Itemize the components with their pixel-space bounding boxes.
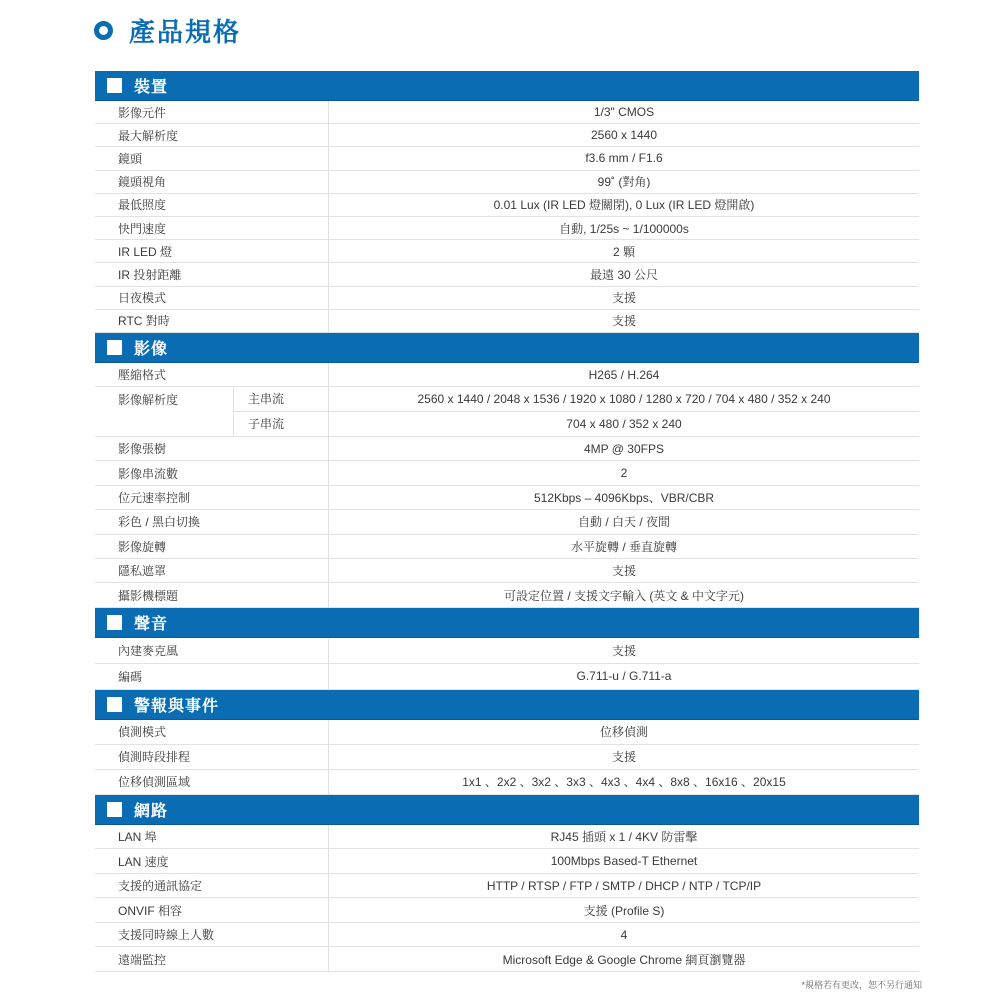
spec-value: 水平旋轉 / 垂直旋轉: [328, 535, 919, 558]
spec-label: 快門速度: [118, 221, 167, 236]
spec-value: 2: [328, 461, 919, 484]
square-bullet-icon: [107, 78, 122, 93]
table-row: [95, 263, 919, 286]
section-title: 警報與事件: [134, 697, 220, 715]
spec-value: f3.6 mm / F1.6: [328, 147, 919, 169]
table-row: [95, 310, 919, 333]
square-bullet-icon: [107, 802, 122, 817]
table-row: [95, 240, 919, 263]
spec-value: 支援: [328, 287, 919, 309]
page-title-row: [94, 10, 241, 50]
spec-value: 4MP @ 30FPS: [328, 437, 919, 460]
page-title: 產品規格: [129, 16, 242, 47]
table-row: [95, 638, 919, 664]
spec-value: 99˚ (對角): [328, 171, 919, 193]
spec-value: G.711-u / G.711-a: [328, 664, 919, 689]
spec-value: 4: [328, 923, 919, 947]
spec-label: 影像元件: [118, 105, 167, 120]
spec-label: 隱私遮罩: [118, 564, 167, 579]
spec-value: Microsoft Edge & Google Chrome 網頁瀏覽器: [328, 947, 919, 971]
table-row: [233, 412, 919, 436]
spec-value: 2560 x 1440: [328, 124, 919, 146]
section-header-device: [95, 71, 919, 101]
spec-label: 支援的通訊協定: [118, 879, 203, 894]
circle-bullet-icon: [94, 21, 113, 40]
table-row: [95, 461, 919, 485]
spec-label: 日夜模式: [118, 291, 167, 306]
table-row: [95, 171, 919, 194]
spec-label: RTC 對時: [118, 314, 170, 329]
section-header-audio: [95, 608, 919, 638]
spec-label: 影像張樹: [118, 442, 167, 457]
spec-value: 512Kbps – 4096Kbps、VBR/CBR: [328, 486, 919, 509]
spec-value: 1/3" CMOS: [328, 101, 919, 123]
spec-value: 支援: [328, 638, 919, 663]
spec-label: 影像串流數: [118, 466, 179, 481]
table-row: [95, 437, 919, 461]
spec-label: LAN 速度: [118, 854, 169, 869]
spec-value: 1x1 、2x2 、3x2 、3x3 、4x3 、4x4 、8x8 、16x16 、20x15: [328, 770, 919, 794]
spec-value: H265 / H.264: [328, 363, 919, 386]
spec-value: 2560 x 1440 / 2048 x 1536 / 1920 x 1080 / 1280 x 720 / 704 x 480 / 352 x 240: [328, 387, 919, 410]
spec-label: 攝影機標題: [118, 588, 179, 603]
table-row: [95, 849, 919, 874]
spec-label: 壓縮格式: [118, 368, 167, 383]
spec-label: 偵測模式: [118, 725, 167, 740]
spec-sublabel: 子串流: [233, 412, 328, 436]
table-row: [95, 720, 919, 745]
spec-value: 最遠 30 公尺: [328, 263, 919, 285]
spec-value: 0.01 Lux (IR LED 燈關閉), 0 Lux (IR LED 燈開啟): [328, 194, 919, 216]
section-title: 聲音: [134, 615, 169, 633]
spec-label: 內建麥克風: [118, 643, 179, 658]
spec-label: IR 投射距離: [118, 267, 182, 282]
spec-table: [95, 71, 919, 972]
table-row: [95, 287, 919, 310]
table-row: [95, 535, 919, 559]
section-header-video: [95, 333, 919, 363]
spec-label: 最大解析度: [118, 128, 179, 143]
section-header-alarm: [95, 690, 919, 720]
spec-label: 偵測時段排程: [118, 750, 191, 765]
square-bullet-icon: [107, 615, 122, 630]
spec-label: 鏡頭視角: [118, 175, 167, 190]
spec-label: 遠端監控: [118, 952, 167, 967]
spec-label: 彩色 / 黑白切換: [118, 515, 201, 530]
spec-value: 自動 / 白天 / 夜間: [328, 510, 919, 533]
table-row: [95, 583, 919, 607]
square-bullet-icon: [107, 340, 122, 355]
spec-sublabel: 主串流: [233, 387, 328, 410]
table-row: [95, 947, 919, 972]
table-row: [95, 898, 919, 923]
spec-label: 鏡頭: [118, 151, 143, 166]
spec-label: 支援同時線上人數: [118, 928, 215, 943]
spec-value: 2 顆: [328, 240, 919, 262]
table-row: [95, 486, 919, 510]
spec-value: 704 x 480 / 352 x 240: [328, 412, 919, 436]
spec-label: 影像旋轉: [118, 539, 167, 554]
table-row: [95, 559, 919, 583]
section-title: 網路: [134, 802, 169, 820]
spec-value: 支援: [328, 310, 919, 332]
table-row: [233, 387, 919, 411]
square-bullet-icon: [107, 697, 122, 712]
spec-value: RJ45 插頭 x 1 / 4KV 防雷擊: [328, 825, 919, 849]
table-row: [95, 147, 919, 170]
table-row: [95, 101, 919, 124]
section-title: 影像: [134, 340, 169, 358]
table-row: [95, 923, 919, 948]
table-row: [95, 217, 919, 240]
spec-label: 影像解析度: [118, 393, 179, 408]
table-row: [95, 745, 919, 770]
spec-label: 位移偵測區域: [118, 775, 191, 790]
spec-value: 支援: [328, 745, 919, 769]
spec-label: 位元速率控制: [118, 491, 191, 506]
footnote: *規格若有更改，恕不另行通知: [801, 980, 922, 990]
table-row: [95, 510, 919, 534]
spec-label: 編碼: [118, 669, 143, 684]
spec-label: ONVIF 相容: [118, 903, 183, 918]
resolution-group: [95, 387, 919, 437]
spec-label: 最低照度: [118, 198, 167, 213]
table-row: [95, 664, 919, 690]
table-row: [95, 194, 919, 217]
spec-label: LAN 埠: [118, 830, 157, 845]
section-header-network: [95, 795, 919, 825]
spec-value: HTTP / RTSP / FTP / SMTP / DHCP / NTP / TCP/IP: [328, 874, 919, 898]
table-row: [95, 825, 919, 850]
table-row: [95, 363, 919, 387]
spec-value: 支援: [328, 559, 919, 582]
table-row: [95, 874, 919, 899]
spec-value: 位移偵測: [328, 720, 919, 744]
table-row: [95, 124, 919, 147]
spec-value: 可設定位置 / 支援文字輸入 (英文 & 中文字元): [328, 583, 919, 606]
spec-value: 自動, 1/25s ~ 1/100000s: [328, 217, 919, 239]
section-title: 裝置: [134, 79, 169, 96]
spec-value: 100Mbps Based-T Ethernet: [328, 849, 919, 873]
spec-value: 支援 (Profile S): [328, 898, 919, 922]
spec-label: IR LED 燈: [118, 244, 173, 259]
table-row: [95, 770, 919, 795]
